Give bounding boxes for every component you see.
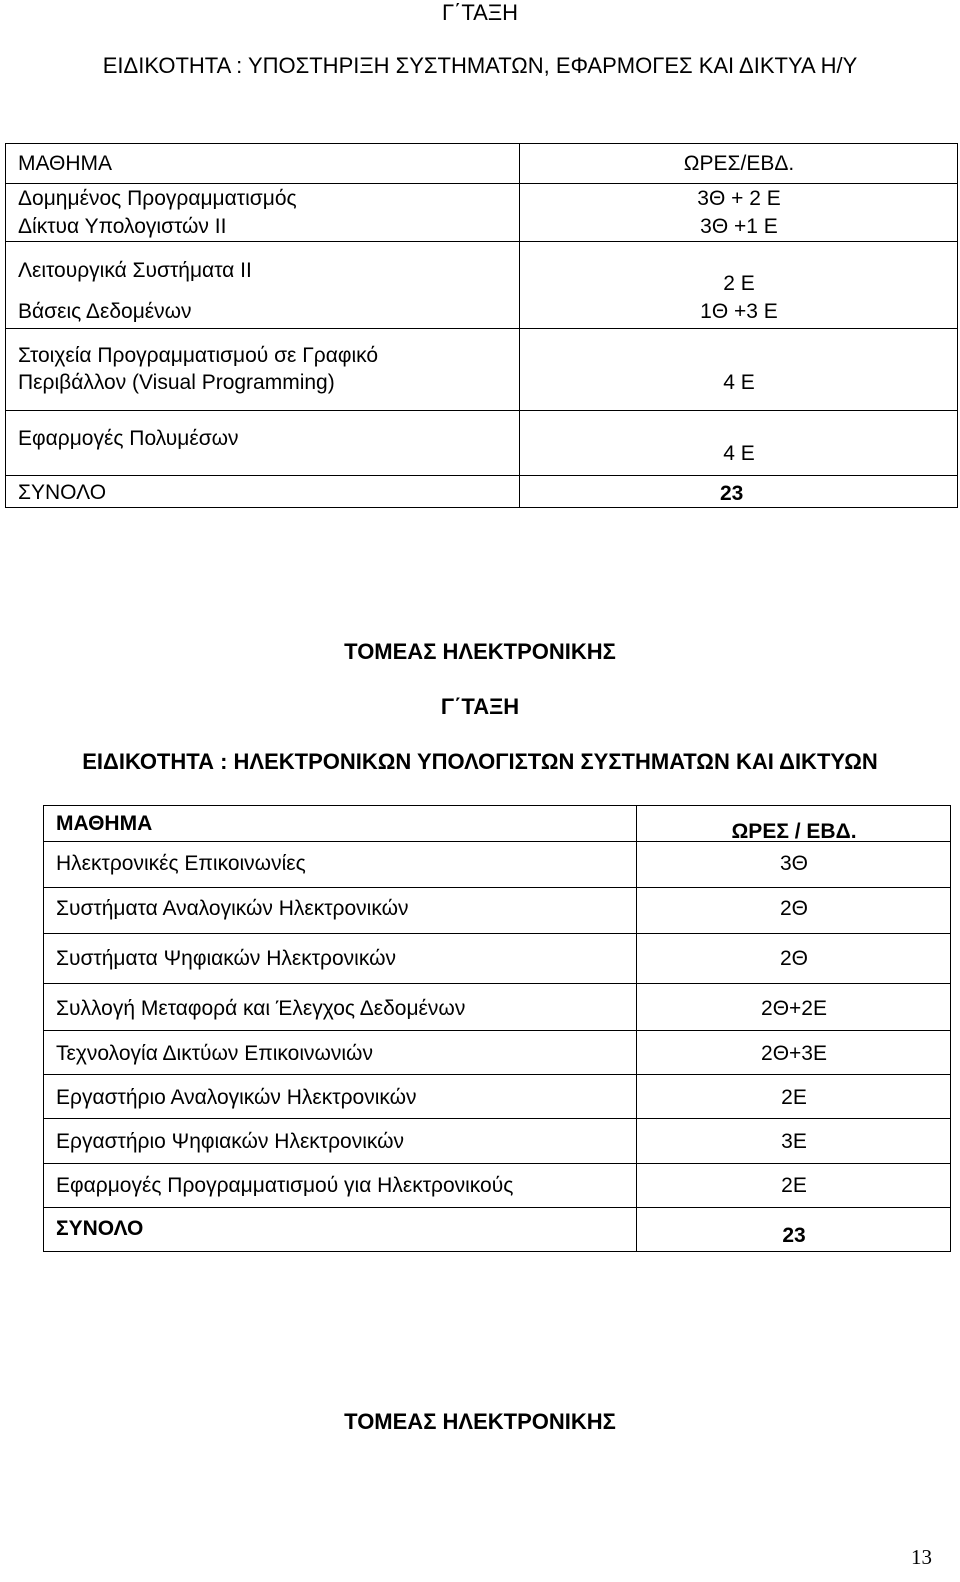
curriculum-table [5, 143, 958, 508]
hours-cell: 3Ε [781, 1130, 807, 1153]
total-label: ΣΥΝΟΛΟ [18, 481, 107, 504]
curriculum-table [43, 805, 951, 1252]
subject-cell: Δίκτυα Υπολογιστών ΙΙ [18, 215, 227, 238]
hours-cell: 2Θ+3Ε [761, 1042, 827, 1065]
row-divider [6, 410, 957, 411]
row-divider [44, 1030, 950, 1031]
hours-cell: 3Θ [779, 852, 808, 875]
row-divider [44, 887, 950, 888]
header-subject: ΜΑΘΗΜΑ [56, 812, 153, 835]
class-title: Γ΄ΤΑΞΗ [441, 0, 519, 25]
hours-cell: 4 Ε [723, 442, 755, 465]
hours-cell: 2Ε [781, 1174, 807, 1197]
row-divider [44, 983, 950, 984]
sector-title: ΤΟΜΕΑΣ ΗΛΕΚΤΡΟΝΙΚΗΣ [344, 1409, 616, 1434]
subject-cell: Ηλεκτρονικές Επικοινωνίες [56, 852, 306, 875]
page-number: 13 [911, 1545, 932, 1569]
subject-cell: Συλλογή Μεταφορά και Έλεγχος Δεδομένων [56, 997, 466, 1020]
subject-cell: Στοιχεία Προγραμματισμού σε Γραφικό [18, 344, 379, 367]
header-subject: ΜΑΘΗΜΑ [18, 152, 113, 175]
class-title: Γ΄ΤΑΞΗ [440, 694, 520, 719]
row-divider [6, 183, 957, 184]
hours-cell: 2Θ+2Ε [761, 997, 827, 1020]
header-hours: ΩΡΕΣ/ΕΒΔ. [683, 152, 795, 175]
row-divider [6, 475, 957, 476]
total-value: 23 [720, 482, 744, 505]
sector-title: ΤΟΜΕΑΣ ΗΛΕΚΤΡΟΝΙΚΗΣ [344, 639, 616, 664]
hours-cell: 2Ε [781, 1086, 807, 1109]
subject-cell: Εργαστήριο Αναλογικών Ηλεκτρονικών [56, 1086, 417, 1109]
specialty-title: ΕΙΔΙΚΟΤΗΤΑ : ΗΛΕΚΤΡΟΝΙΚΩΝ ΥΠΟΛΟΓΙΣΤΩΝ ΣΥΣΤΗΜΑΤΩΝ ΚΑΙ ΔΙΚΤΥΩΝ [82, 749, 878, 774]
total-label: ΣΥΝΟΛΟ [56, 1217, 144, 1240]
subject-cell: Εφαρμογές Πολυμέσων [18, 427, 239, 450]
row-divider [6, 328, 957, 329]
subject-cell: Συστήματα Ψηφιακών Ηλεκτρονικών [56, 947, 396, 970]
hours-cell: 4 Ε [723, 371, 755, 394]
subject-cell: Λειτουργικά Συστήματα ΙΙ [18, 259, 252, 282]
hours-cell: 2Θ [779, 947, 808, 970]
hours-cell: 3Θ +1 Ε [700, 215, 778, 238]
subject-cell: Δομημένος Προγραμματισμός [18, 187, 297, 210]
subject-cell: Περιβάλλον (Visual Programming) [18, 371, 335, 394]
hours-cell: 2Θ [779, 897, 808, 920]
row-divider [44, 1074, 950, 1075]
total-value: 23 [782, 1224, 806, 1247]
subject-cell: Συστήματα Αναλογικών Ηλεκτρονικών [56, 897, 409, 920]
row-divider [44, 1163, 950, 1164]
hours-cell: 1Θ +3 Ε [700, 300, 778, 323]
subject-cell: Εργαστήριο Ψηφιακών Ηλεκτρονικών [56, 1130, 405, 1153]
row-divider [6, 241, 957, 242]
subject-cell: Εφαρμογές Προγραμματισμού για Ηλεκτρονικούς [56, 1174, 514, 1197]
hours-cell: 3Θ + 2 Ε [697, 187, 781, 210]
subject-cell: Βάσεις Δεδομένων [18, 300, 192, 323]
row-divider [44, 1118, 950, 1119]
row-divider [44, 1207, 950, 1208]
row-divider [44, 933, 950, 934]
header-hours: ΩΡΕΣ / ΕΒΔ. [731, 820, 857, 843]
hours-cell: 2 Ε [723, 272, 755, 295]
subject-cell: Τεχνολογία Δικτύων Επικοινωνιών [56, 1042, 373, 1065]
specialty-title: ΕΙΔΙΚΟΤΗΤΑ : ΥΠΟΣΤΗΡΙΞΗ ΣΥΣΤΗΜΑΤΩΝ, ΕΦΑΡΜΟΓΕΣ ΚΑΙ ΔΙΚΤΥΑ Η/Υ [102, 53, 858, 78]
